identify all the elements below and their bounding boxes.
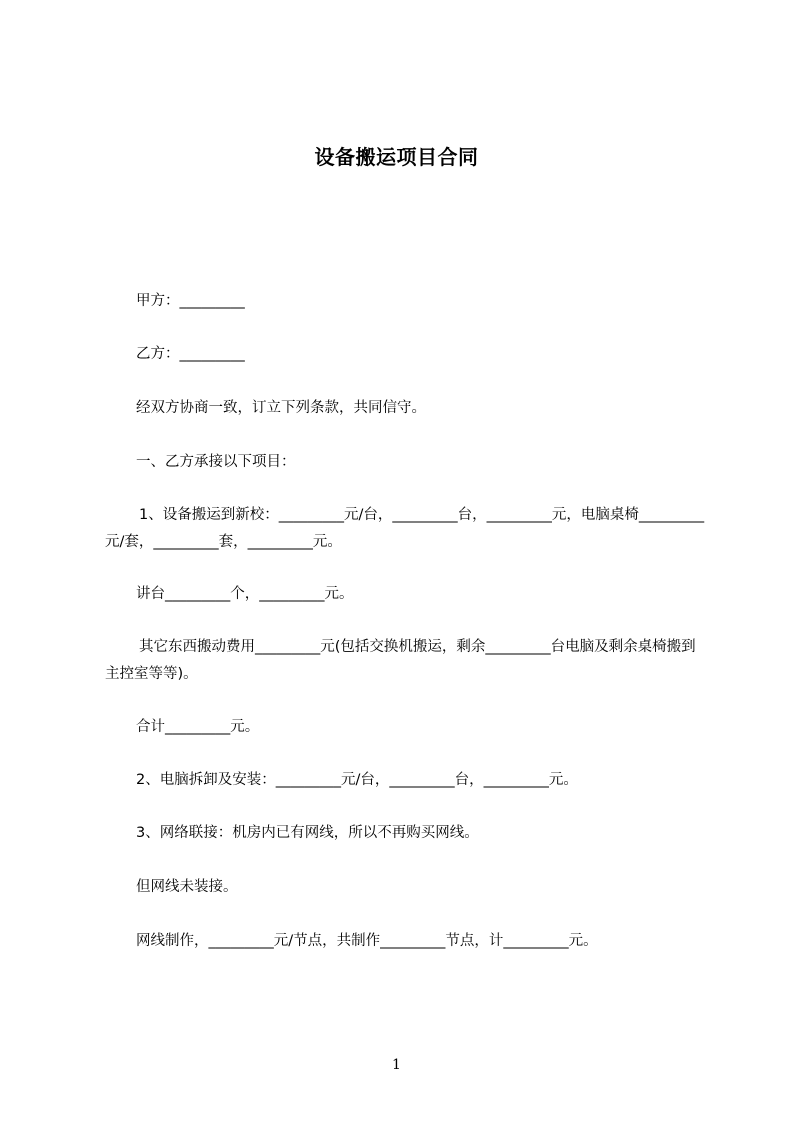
cable-making-line: 网线制作，_________元/节点，共制作_________节点，计_________元。: [136, 933, 598, 949]
party-a-line: 甲方：_________: [136, 293, 245, 309]
section-one-heading: 一、乙方承接以下项目：: [136, 454, 296, 470]
page-number: 1: [392, 1057, 401, 1073]
total-line: 合计_________元。: [136, 719, 260, 735]
cable-not-installed-line: 但网线未装接。: [136, 879, 238, 895]
podium-line: 讲台_________个，_________元。: [136, 586, 354, 602]
contract-title: 设备搬运项目合同: [314, 145, 479, 169]
item-3-network-connection: 3、网络联接：机房内已有网线，所以不再购买网线。: [136, 825, 479, 841]
other-costs-paragraph: 其它东西搬动费用_________元(包括交换机搬运，剩余_________台电脑及剩余桌椅搬到主控室等等)。: [105, 639, 696, 682]
party-b-line: 乙方：_________: [136, 346, 245, 362]
item-1-equipment-moving: 1、设备搬运到新校：_________元/台，_________台，_________元，电脑桌椅_________元/套，_________套，_________元。: [105, 507, 705, 550]
item-2-computer-install: 2、电脑拆卸及安装：_________元/台，_________台，_________元。: [136, 772, 578, 788]
agreement-statement: 经双方协商一致，订立下列条款，共同信守。: [136, 400, 426, 416]
